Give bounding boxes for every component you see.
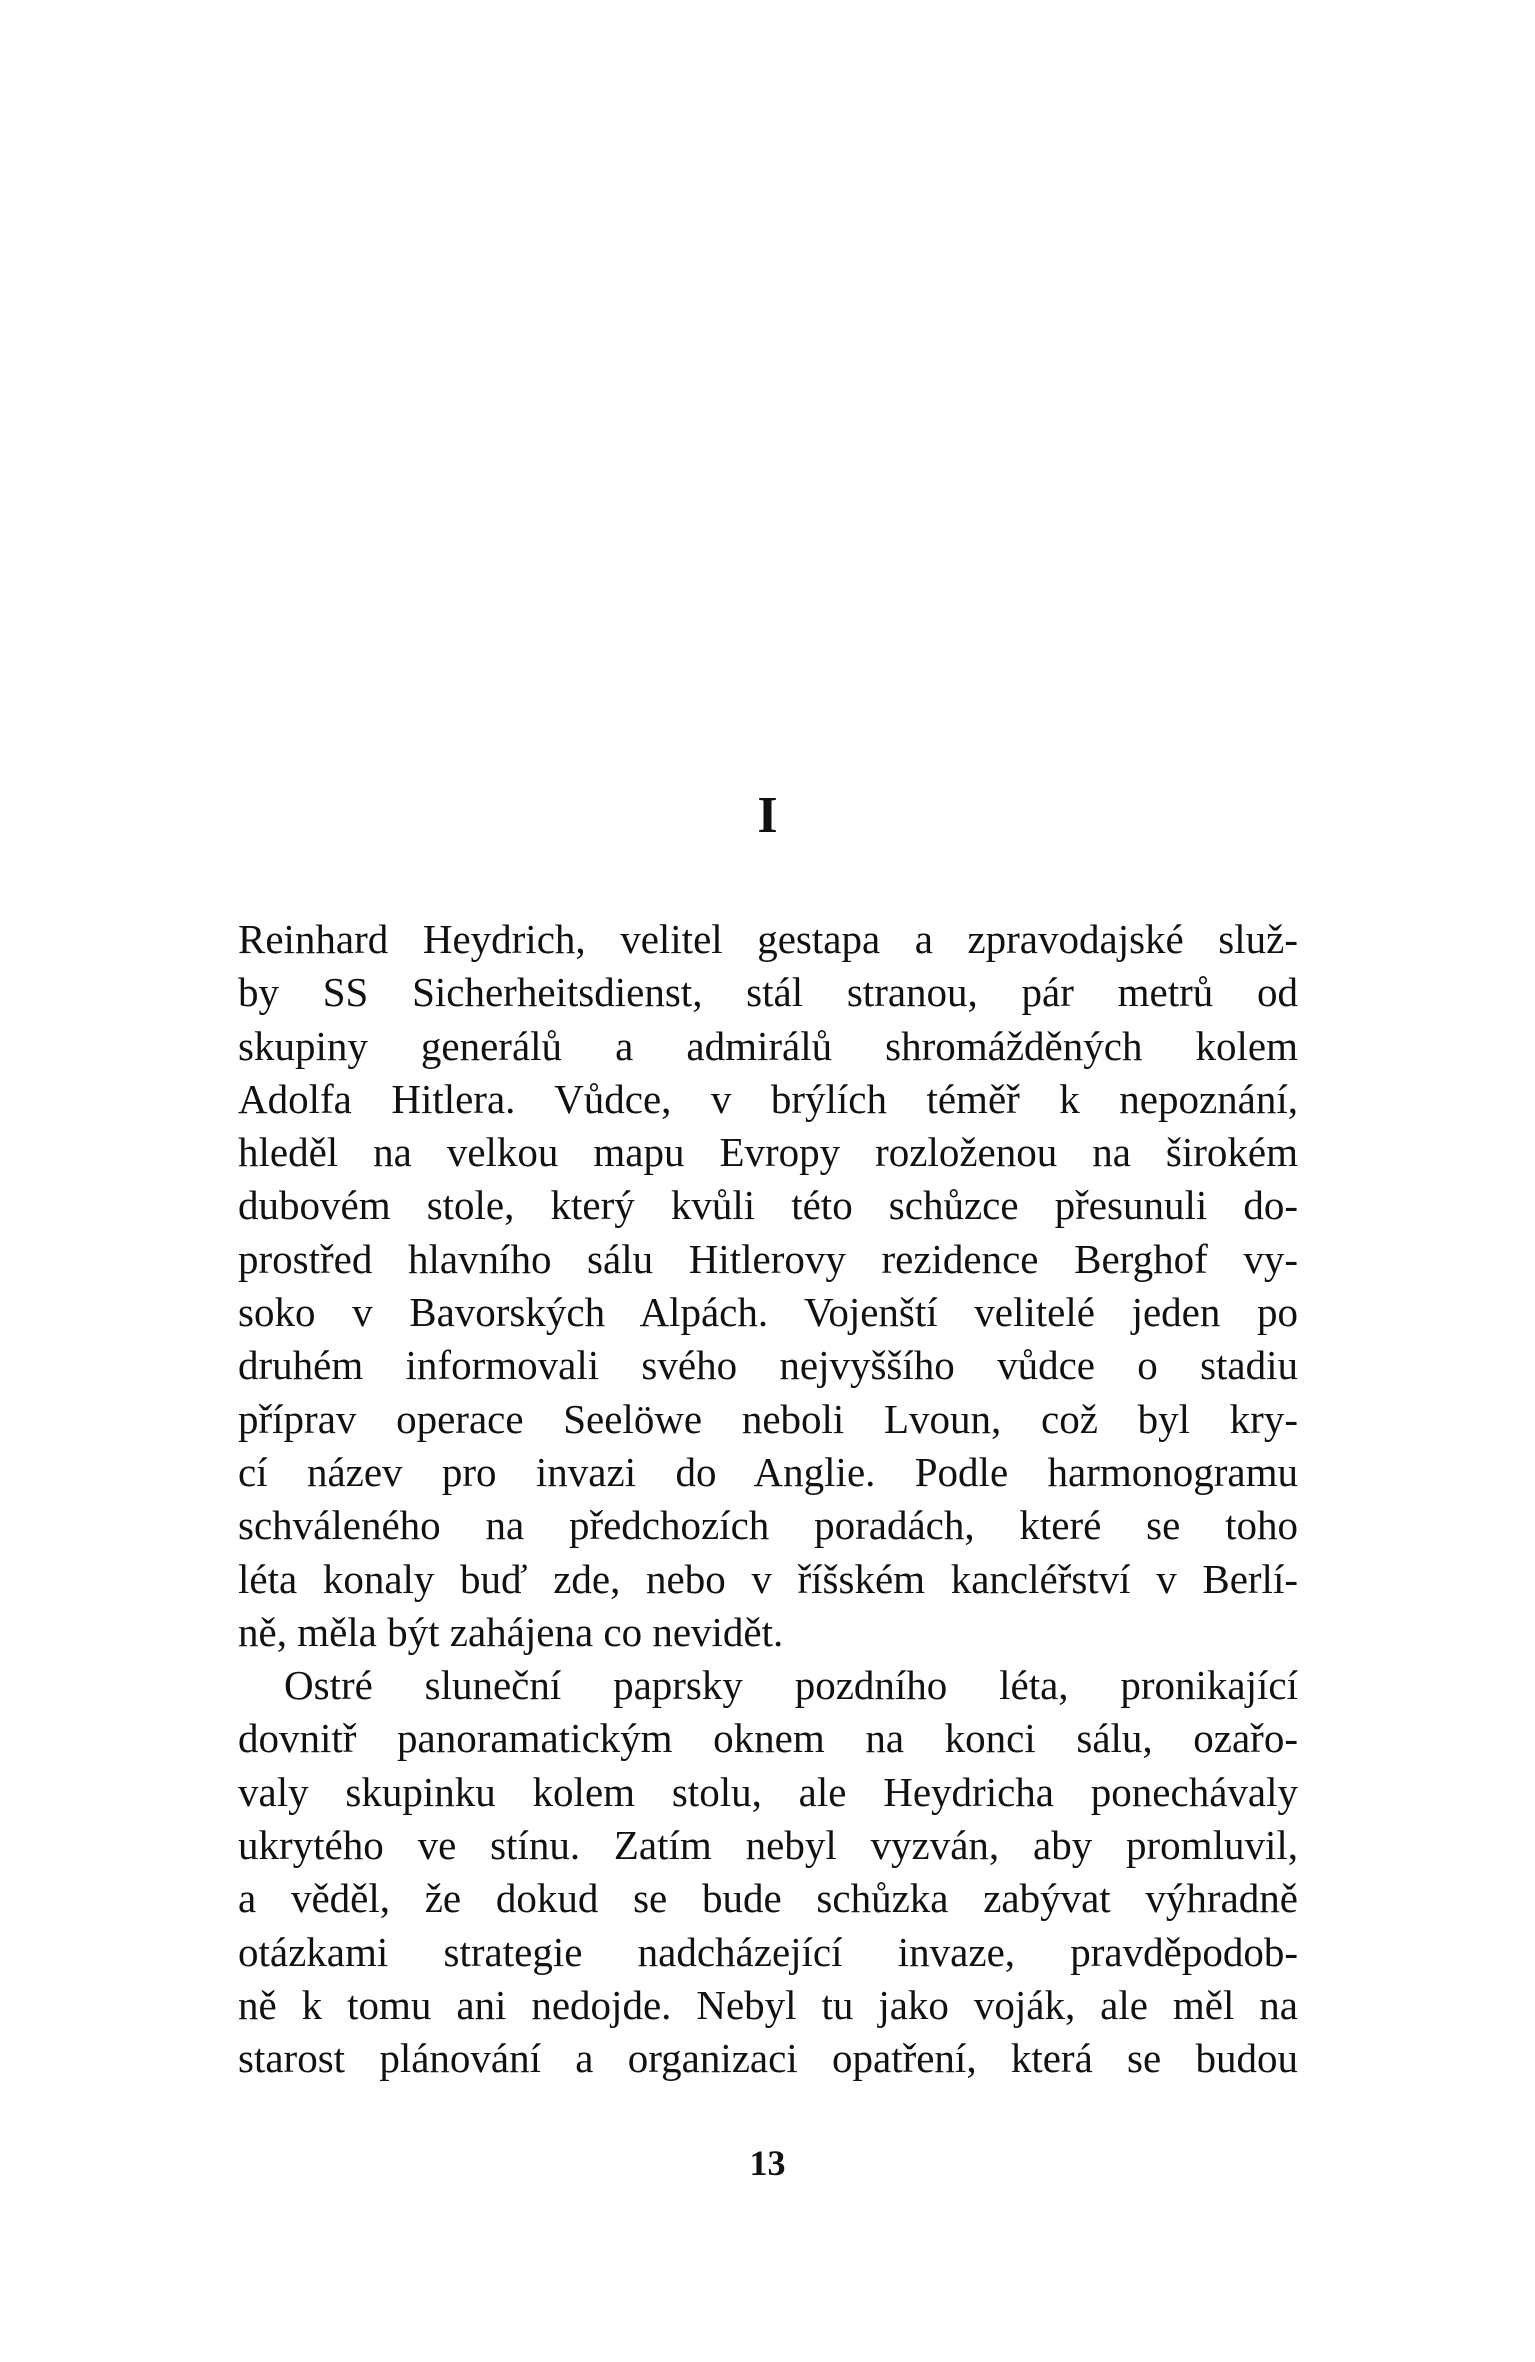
text-line: skupiny generálů a admirálů shromážděných kolem [238, 1022, 1298, 1069]
text-line: Adolfa Hitlera. Vůdce, v brýlích téměř k nepoznání, [238, 1075, 1298, 1122]
text-line: ukrytého ve stínu. Zatím nebyl vyzván, aby promluvil, [238, 1822, 1298, 1869]
text-line: cí název pro invazi do Anglie. Podle harmonogramu [238, 1448, 1298, 1495]
text-line: příprav operace Seelöwe neboli Lvoun, což byl kry- [238, 1395, 1298, 1442]
paragraph-2 [238, 1659, 1298, 2085]
paragraph-1 [238, 913, 1298, 1659]
page-number: 13 [749, 2143, 786, 2183]
text-line: prostřed hlavního sálu Hitlerovy rezidence Berghof vy- [238, 1235, 1298, 1282]
text-line: Ostré sluneční paprsky pozdního léta, pronikající [284, 1662, 1298, 1709]
text-line: hleděl na velkou mapu Evropy rozloženou na širokém [238, 1129, 1298, 1176]
text-line: ně, měla být zahájena co nevidět. [238, 1608, 784, 1655]
text-line: by SS Sicherheitsdienst, stál stranou, pár metrů od [238, 969, 1298, 1016]
text-line: valy skupinku kolem stolu, ale Heydricha ponechávaly [238, 1768, 1298, 1815]
text-line: ně k tomu ani nedojde. Nebyl tu jako voják, ale měl na [238, 1981, 1298, 2028]
text-line: druhém informovali svého nejvyššího vůdce o stadiu [238, 1342, 1298, 1389]
text-line: soko v Bavorských Alpách. Vojenští velitelé jeden po [238, 1289, 1298, 1336]
text-line: schváleného na předchozích poradách, které se toho [238, 1502, 1298, 1549]
text-line: otázkami strategie nadcházející invaze, pravděpodob- [238, 1928, 1298, 1975]
text-line: starost plánování a organizaci opatření, která se budou [238, 2035, 1298, 2082]
text-line: dubovém stole, který kvůli této schůzce přesunuli do- [238, 1182, 1298, 1229]
text-line: Reinhard Heydrich, velitel gestapa a zpravodajské služ- [238, 916, 1298, 962]
chapter-number: I [757, 787, 778, 844]
text-line: a věděl, že dokud se bude schůzka zabývat výhradně [238, 1875, 1298, 1922]
text-line: léta konaly buď zde, nebo v říšském kancléřství v Berlí- [238, 1555, 1298, 1602]
body-text [238, 913, 1298, 2086]
text-line: dovnitř panoramatickým oknem na konci sálu, ozařo- [238, 1715, 1298, 1762]
